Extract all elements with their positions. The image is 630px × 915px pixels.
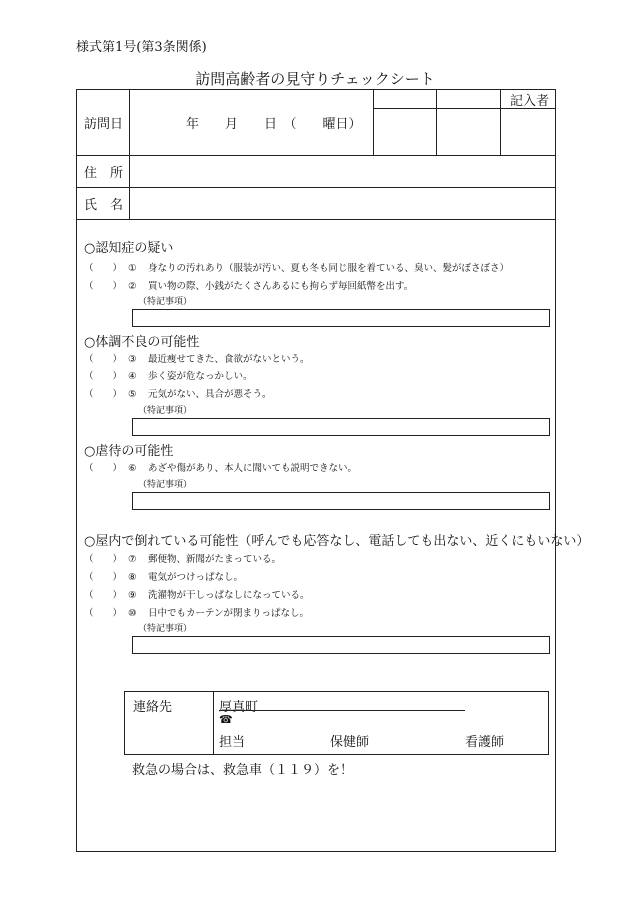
item-number: ⑨ bbox=[128, 590, 137, 601]
role-public-health-nurse: 保健師 bbox=[330, 735, 370, 750]
recorder-label: 記入者 bbox=[510, 94, 550, 109]
check-paren[interactable]: （ ） bbox=[84, 572, 123, 583]
contact-label: 連絡先 bbox=[133, 700, 173, 715]
note-box[interactable] bbox=[132, 309, 550, 327]
role-nurse: 看護師 bbox=[465, 735, 505, 750]
visit-date-label: 訪問日 bbox=[84, 117, 124, 132]
check-paren[interactable]: （ ） bbox=[84, 371, 123, 382]
row-line-name bbox=[77, 219, 556, 220]
note-box[interactable] bbox=[132, 492, 550, 510]
check-paren[interactable]: （ ） bbox=[84, 354, 123, 365]
item-text: 洗濯物が干しっぱなしになっている。 bbox=[148, 590, 310, 601]
check-item[interactable] bbox=[84, 260, 509, 274]
recorder-col-line-1 bbox=[373, 90, 374, 155]
check-item[interactable] bbox=[84, 386, 272, 400]
item-number: ② bbox=[128, 281, 137, 292]
row-line-visit bbox=[77, 155, 556, 156]
item-number: ⑩ bbox=[128, 608, 137, 619]
check-paren[interactable]: （ ） bbox=[84, 608, 123, 619]
check-paren[interactable]: （ ） bbox=[84, 463, 123, 474]
item-text: あざや傷があり、本人に聞いても説明できない。 bbox=[148, 463, 358, 474]
note-label: （特記事項） bbox=[138, 624, 193, 634]
item-number: ⑤ bbox=[128, 389, 137, 400]
section-title-collapsed-indoors: ○屋内で倒れている可能性（呼んでも応答なし、電話しても出ない、近くにもいない） bbox=[84, 534, 590, 549]
note-label: （特記事項） bbox=[138, 406, 193, 416]
row-line-address bbox=[77, 187, 556, 188]
town-underline bbox=[219, 710, 465, 711]
contact-divider bbox=[213, 692, 214, 754]
check-item[interactable] bbox=[84, 569, 243, 583]
note-box[interactable] bbox=[132, 418, 550, 436]
check-item[interactable] bbox=[84, 605, 309, 619]
visit-date-field[interactable]: 年 月 日 （ 曜日） bbox=[186, 117, 362, 132]
check-paren[interactable]: （ ） bbox=[84, 590, 123, 601]
phone-icon: ☎ bbox=[219, 713, 233, 726]
note-box[interactable] bbox=[132, 636, 550, 654]
item-number: ⑧ bbox=[128, 572, 137, 583]
item-number: ⑦ bbox=[128, 554, 137, 565]
emergency-notice: 救急の場合は、救急車（１１９）を！ bbox=[132, 763, 354, 778]
item-number: ③ bbox=[128, 354, 137, 365]
item-text: 郵便物、新聞がたまっている。 bbox=[148, 554, 282, 565]
form-number: 様式第1号(第3条関係) bbox=[76, 40, 207, 55]
check-item[interactable] bbox=[84, 551, 281, 565]
check-paren[interactable]: （ ） bbox=[84, 281, 123, 292]
recorder-col-line-2 bbox=[436, 90, 437, 155]
check-item[interactable] bbox=[84, 351, 310, 365]
item-text: 日中でもカーテンが閉まりっぱなし。 bbox=[148, 608, 310, 619]
note-label: （特記事項） bbox=[138, 480, 193, 490]
item-text: 電気がつけっぱなし。 bbox=[148, 572, 244, 583]
item-number: ① bbox=[128, 263, 137, 274]
check-item[interactable] bbox=[84, 460, 357, 474]
item-text: 歩く姿が危なっかしい。 bbox=[148, 371, 253, 382]
item-number: ④ bbox=[128, 371, 137, 382]
item-text: 元気がない、具合が悪そう。 bbox=[148, 389, 272, 400]
name-label: 氏 名 bbox=[84, 198, 124, 213]
address-label: 住 所 bbox=[84, 166, 124, 181]
check-paren[interactable]: （ ） bbox=[84, 263, 123, 274]
recorder-col-line-3 bbox=[500, 90, 501, 155]
check-item[interactable] bbox=[84, 278, 413, 292]
section-title-dementia: ○認知症の疑い bbox=[84, 241, 174, 256]
check-item[interactable] bbox=[84, 587, 310, 601]
section-title-abuse: ○虐待の可能性 bbox=[84, 444, 174, 459]
contact-box bbox=[124, 691, 549, 755]
check-paren[interactable]: （ ） bbox=[84, 389, 123, 400]
contact-town: 厚真町 bbox=[219, 700, 259, 715]
check-item[interactable] bbox=[84, 368, 253, 382]
item-text: 身なりの汚れあり（服装が汚い、夏も冬も同じ服を着ている、臭い、髪がぼさぼさ） bbox=[148, 263, 510, 274]
item-number: ⑥ bbox=[128, 463, 137, 474]
note-label: （特記事項） bbox=[138, 297, 193, 307]
label-col-line bbox=[129, 90, 130, 219]
check-paren[interactable]: （ ） bbox=[84, 554, 123, 565]
section-title-poor-health: ○体調不良の可能性 bbox=[84, 335, 200, 350]
person-label: 担当 bbox=[219, 735, 246, 750]
item-text: 買い物の際、小銭がたくさんあるにも拘らず毎回紙幣を出す。 bbox=[148, 281, 414, 292]
page-title: 訪問高齢者の見守りチェックシート bbox=[195, 70, 435, 88]
item-text: 最近痩せてきた、食欲がないという。 bbox=[148, 354, 310, 365]
